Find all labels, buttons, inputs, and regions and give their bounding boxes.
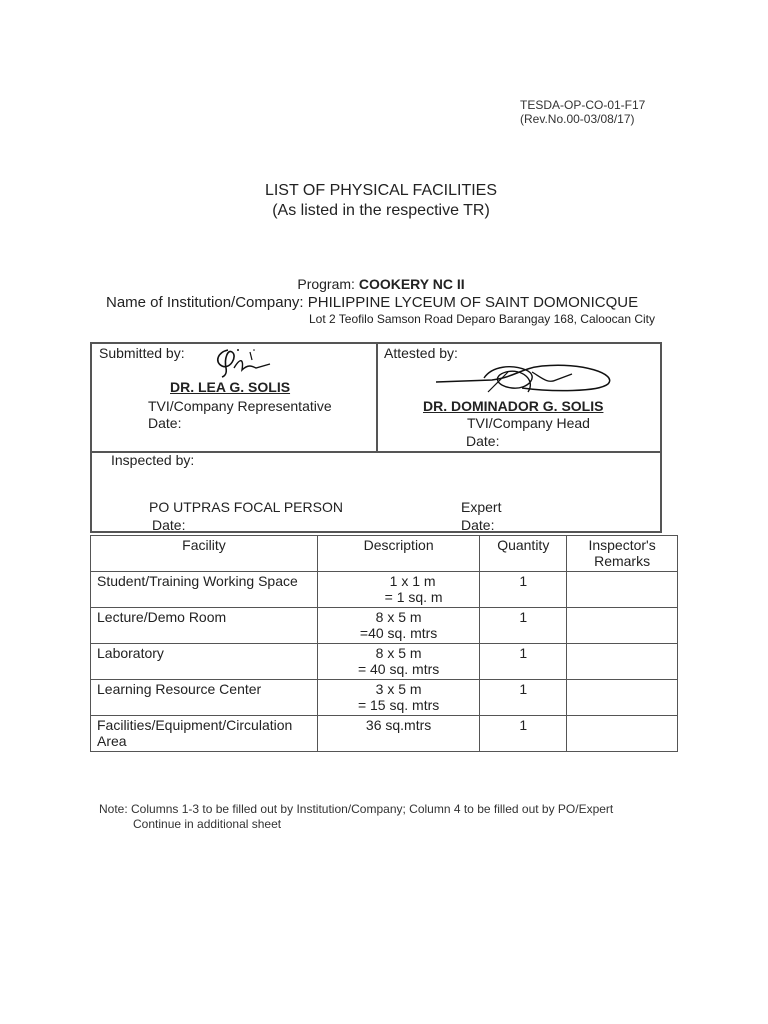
expert-date: Date:: [461, 517, 495, 533]
submitted-signature-image: [208, 346, 278, 378]
expert-label: Expert: [461, 499, 502, 515]
submitted-name: DR. LEA G. SOLIS: [170, 379, 291, 395]
table-row: [91, 716, 678, 752]
remarks-cell[interactable]: [567, 644, 678, 680]
table-row: [91, 680, 678, 716]
table-row: [91, 608, 678, 644]
quantity-cell: 1: [480, 680, 567, 716]
description-line-1: 3 x 5 m: [375, 681, 422, 697]
inspected-by-label: Inspected by:: [111, 452, 195, 468]
description-line-1: 8 x 5 m: [375, 645, 422, 661]
facilities-table: [90, 535, 678, 752]
attested-by-label: Attested by:: [384, 345, 458, 361]
program-value: COOKERY NC II: [358, 276, 465, 292]
attested-role: TVI/Company Head: [467, 415, 590, 431]
facility-cell: Facilities/Equipment/Circulation Area: [91, 716, 318, 752]
header-facility: Facility: [91, 536, 318, 572]
header-quantity: Quantity: [480, 536, 567, 572]
institution-value: PHILIPPINE LYCEUM OF SAINT DOMONICQUE: [307, 294, 639, 311]
header-description: Description: [317, 536, 479, 572]
table-row: [91, 644, 678, 680]
description-line-2: = 1 sq. m: [384, 589, 443, 605]
po-date: Date:: [152, 517, 186, 533]
description-line-2: =40 sq. mtrs: [359, 625, 438, 641]
institution-line: [106, 294, 638, 311]
signature-box: [90, 342, 662, 533]
description-cell: [317, 572, 479, 608]
program-line: [0, 276, 762, 292]
remarks-cell[interactable]: [567, 608, 678, 644]
submitted-role: TVI/Company Representative: [148, 398, 332, 414]
description-line-2: = 15 sq. mtrs: [357, 697, 440, 713]
po-focal-person-label: PO UTPRAS FOCAL PERSON: [149, 499, 343, 515]
facility-cell: Laboratory: [91, 644, 318, 680]
attested-signature-image: [432, 358, 622, 402]
form-code-number: TESDA-OP-CO-01-F17: [520, 98, 646, 112]
facility-cell: Lecture/Demo Room: [91, 608, 318, 644]
remarks-cell[interactable]: [567, 680, 678, 716]
quantity-cell: 1: [480, 644, 567, 680]
page-title: LIST OF PHYSICAL FACILITIES: [264, 182, 498, 199]
table-header-row: [91, 536, 678, 572]
footnote: [99, 802, 613, 832]
quantity-cell: 1: [480, 716, 567, 752]
footnote-line-1: Note: Columns 1-3 to be filled out by Institution/Company; Column 4 to be filled out by PO/Expert: [99, 802, 614, 816]
description-line-1: 1 x 1 m: [389, 573, 436, 589]
table-row: [91, 572, 678, 608]
description-cell: [317, 716, 479, 752]
form-code: [520, 98, 645, 126]
page-subtitle: (As listed in the respective TR): [272, 202, 490, 219]
submitted-date: Date:: [148, 415, 182, 431]
description-cell: [317, 644, 479, 680]
attested-date: Date:: [466, 433, 500, 449]
remarks-cell[interactable]: [567, 716, 678, 752]
institution-label: Name of Institution/Company:: [106, 294, 308, 311]
description-cell: [317, 608, 479, 644]
facility-cell: Learning Resource Center: [91, 680, 318, 716]
description-line-1: 36 sq.mtrs: [365, 717, 432, 733]
quantity-cell: 1: [480, 572, 567, 608]
program-label: Program:: [297, 276, 359, 292]
signature-divider-vertical: [376, 344, 378, 451]
form-revision: (Rev.No.00-03/08/17): [520, 112, 635, 126]
submitted-by-label: Submitted by:: [99, 345, 185, 361]
remarks-cell[interactable]: [567, 572, 678, 608]
description-line-1: 8 x 5 m: [375, 609, 422, 625]
description-cell: [317, 680, 479, 716]
facility-cell: Student/Training Working Space: [91, 572, 318, 608]
quantity-cell: 1: [480, 608, 567, 644]
footnote-line-2: Continue in additional sheet: [133, 817, 282, 831]
institution-address: Lot 2 Teofilo Samson Road Deparo Barangay 168, Caloocan City: [309, 312, 655, 326]
attested-name: DR. DOMINADOR G. SOLIS: [423, 398, 604, 414]
header-remarks: Inspector's Remarks: [567, 536, 678, 572]
description-line-2: = 40 sq. mtrs: [357, 661, 440, 677]
